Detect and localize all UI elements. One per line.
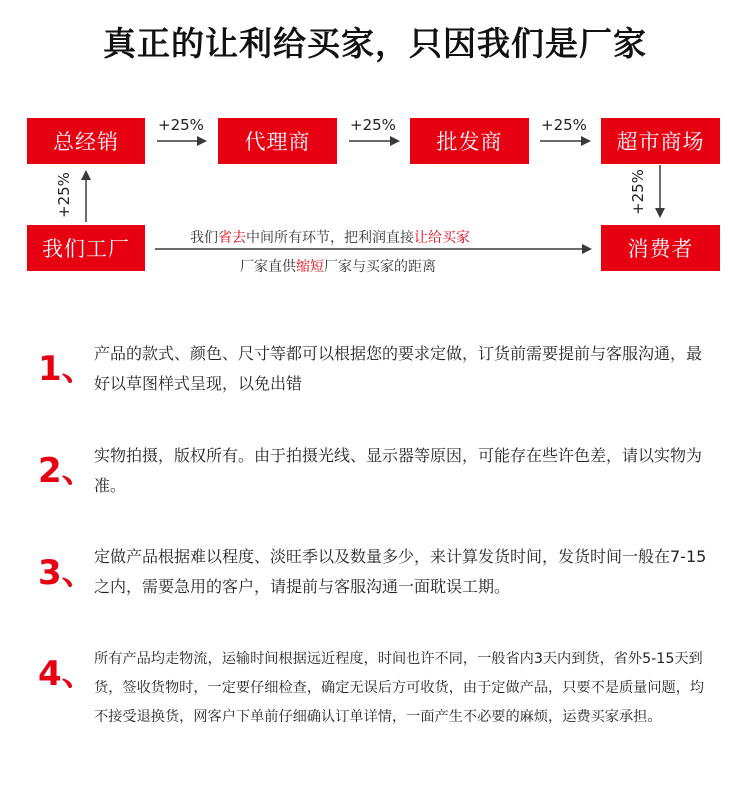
note-line-1-a: 我们 [190, 230, 218, 246]
note-line-1-d: 让给买家 [414, 230, 470, 246]
item-4-number: 4、 [38, 654, 96, 694]
item-3-number: 3、 [38, 553, 96, 593]
markup-agent-to-wholesaler: +25% [350, 116, 396, 134]
item-4-text: 所有产品均走物流，运输时间根据远近程度，时间也许不同，一般省内3天内到货，省外5-15天到货，签收货物时，一定要仔细检查，确定无误后方可收货，由于定做产品，只要不是质量问题，均不接受退换货，网客户下单前仔细确认订单详情，一面产生不必要的麻烦，运费买家承担。 [94, 651, 705, 725]
markup-supermarket-to-consumer: +25% [629, 169, 647, 215]
box-consumer: 消费者 [601, 225, 720, 271]
note-line-2-b: 缩短 [296, 259, 324, 275]
note-line-1-b: 省去 [218, 230, 246, 246]
note-line-2-c: 厂家与买家的距离 [324, 259, 436, 275]
box-supermarket: 超市商场 [601, 118, 720, 164]
item-2-number: 2、 [38, 451, 96, 491]
item-3-text: 定做产品根据难以程度、淡旺季以及数量多少，来计算发货时间，发货时间一般在7-15之内，需要急用的客户，请提前与客服沟通一面耽误工期。 [94, 547, 707, 596]
box-factory: 我们工厂 [27, 225, 145, 271]
item-1-text: 产品的款式、颜色、尺寸等都可以根据您的要求定做，订货前需要提前与客服沟通，最好以草图样式呈现，以免出错 [94, 344, 703, 393]
item-2-text: 实物拍摄，版权所有。由于拍摄光线、显示器等原因，可能存在些许色差，请以实物为准。 [94, 446, 703, 495]
markup-factory-to-distributor: +25% [55, 172, 73, 218]
box-agent: 代理商 [218, 118, 337, 164]
box-distributor: 总经销 [27, 118, 145, 164]
note-line-1-c: 中间所有环节，把利润直接 [246, 230, 414, 246]
markup-wholesaler-to-supermarket: +25% [541, 116, 587, 134]
note-line-1 [190, 227, 470, 247]
box-wholesaler: 批发商 [410, 118, 529, 164]
item-1-number: 1、 [38, 349, 96, 389]
note-line-2 [240, 256, 436, 276]
markup-distributor-to-agent: +25% [158, 116, 204, 134]
note-line-2-a: 厂家直供 [240, 259, 296, 275]
page-title: 真正的让利给买家，只因我们是厂家 [103, 24, 647, 63]
